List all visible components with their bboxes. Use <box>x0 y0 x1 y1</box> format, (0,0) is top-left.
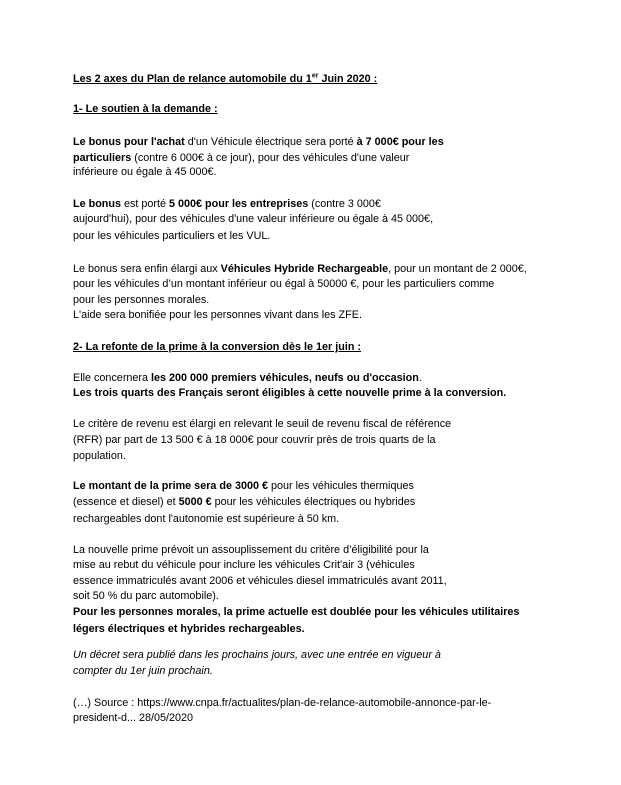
s2-p2-line2: (RFR) par part de 13 500 € à 18 000€ pour couvrir près de trois quarts de la <box>73 434 436 446</box>
document-title: Les 2 axes du Plan de relance automobile du 1er Juin 2020 : <box>73 72 378 85</box>
s2-p1-line1: Elle concernera les 200 000 premiers véhicules, neufs ou d'occasion. <box>73 372 422 384</box>
s2-p4-line6: légers électriques et hybrides rechargeables. <box>73 623 305 635</box>
s1-p2-line3: pour les véhicules particuliers et les VUL. <box>73 230 271 242</box>
s1-p1-line3: inférieure ou égale à 45 000€. <box>73 166 217 178</box>
s2-p3-line3: rechargeables dont l'autonomie est supérieure à 50 km. <box>73 513 340 525</box>
s2-p3-line1: Le montant de la prime sera de 3000 € pour les véhicules thermiques <box>73 480 414 492</box>
source-line1: (…) Source : https://www.cnpa.fr/actualites/plan-de-relance-automobile-annonce-par-le- <box>73 697 492 709</box>
s2-p1-line2: Les trois quarts des Français seront éligibles à cette nouvelle prime à la conversion. <box>73 387 507 399</box>
s1-p1-line1: Le bonus pour l'achat d'un Véhicule électrique sera porté à 7 000€ pour les <box>73 136 444 148</box>
s1-p3-line2: pour les véhicules d’un montant inférieur ou égal à 50000 €, pour les particuliers comme <box>73 278 495 290</box>
s1-p3-line3: pour les personnes morales. <box>73 294 210 306</box>
s2-p4-line4: soit 50 % du parc automobile). <box>73 590 219 602</box>
s2-p2-line1: Le critère de revenu est élargi en relevant le seuil de revenu fiscal de référence <box>73 418 452 430</box>
s1-p3-line1: Le bonus sera enfin élargi aux Véhicules Hybride Rechargeable, pour un montant de 2 000€, <box>73 263 527 275</box>
s2-p4-line5: Pour les personnes morales, la prime actuelle est doublée pour les véhicules utilitaires <box>73 606 520 618</box>
s1-p2-line2: aujourd'hui), pour des véhicules d'une valeur inférieure ou égale à 45 000€, <box>73 213 434 225</box>
section2-heading: 2- La refonte de la prime à la conversion dès le 1er juin : <box>73 341 362 353</box>
source-line2: president-d... 28/05/2020 <box>73 712 194 724</box>
s2-p4-line3: essence immatriculés avant 2006 et véhicules diesel immatriculés avant 2011, <box>73 575 447 587</box>
s2-p4-line1: La nouvelle prime prévoit un assouplissement du critère d’éligibilité pour la <box>73 544 429 556</box>
s2-p3-line2: (essence et diesel) et 5000 € pour les véhicules électriques ou hybrides <box>73 496 416 508</box>
s2-p2-line3: population. <box>73 450 126 462</box>
s1-p3-line4: L'aide sera bonifiée pour les personnes vivant dans les ZFE. <box>73 309 362 321</box>
s2-p4-line2: mise au rebut du véhicule pour inclure les véhicules Crit'air 3 (véhicules <box>73 559 415 571</box>
s2-p5-line1: Un décret sera publié dans les prochains jours, avec une entrée en vigueur à <box>73 649 441 661</box>
section1-heading: 1- Le soutien à la demande : <box>73 103 218 115</box>
s1-p2-line1: Le bonus est porté 5 000€ pour les entreprises (contre 3 000€ <box>73 198 381 210</box>
s1-p1-line2: particuliers (contre 6 000€ à ce jour), pour des véhicules d'une valeur <box>73 152 410 164</box>
s2-p5-line2: compter du 1er juin prochain. <box>73 665 213 677</box>
